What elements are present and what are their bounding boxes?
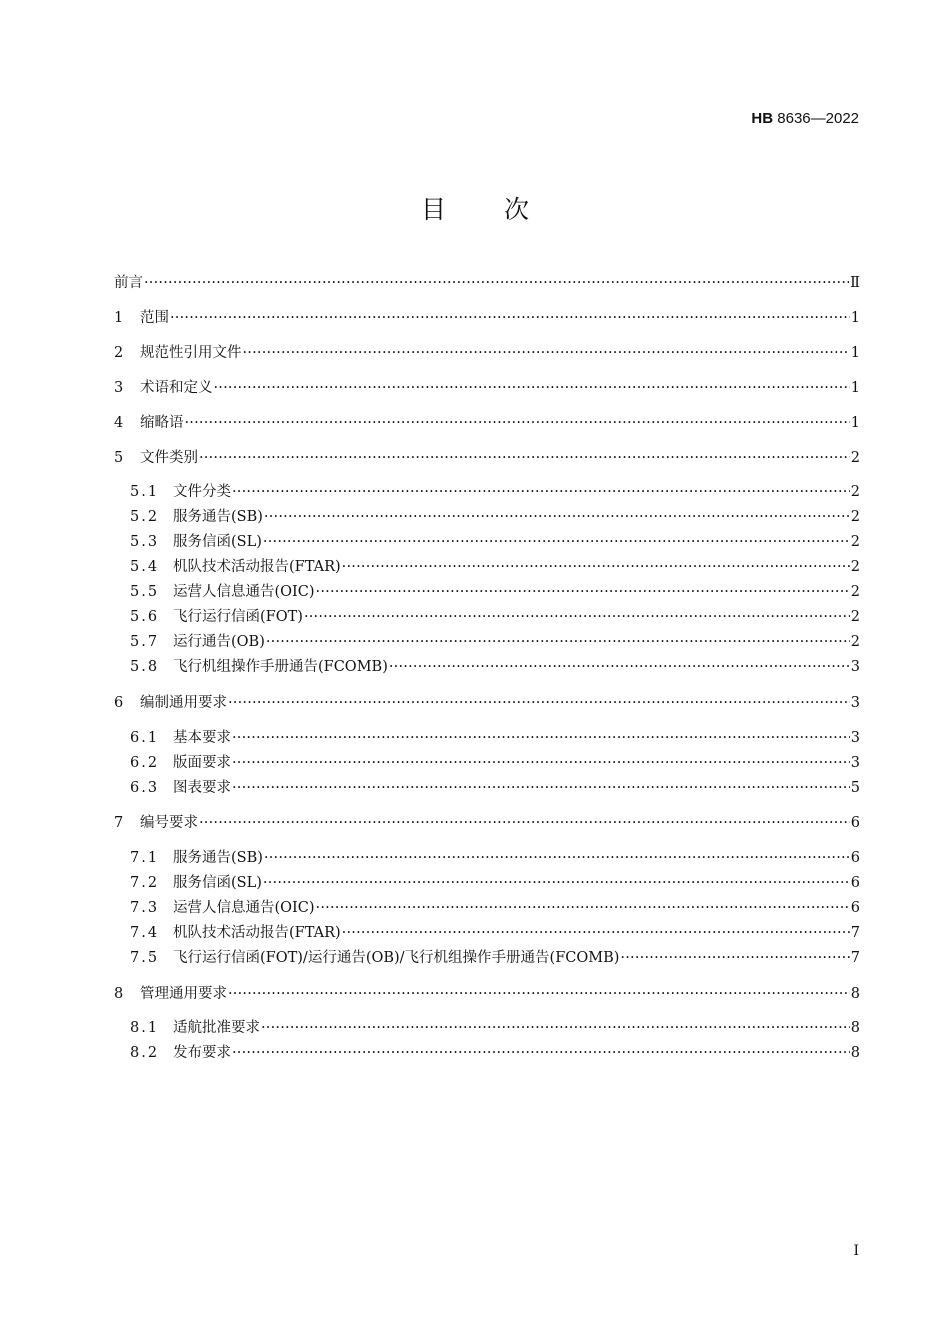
- toc-title: 适航批准要求: [173, 1020, 260, 1036]
- toc-number: 3: [114, 380, 124, 396]
- toc-title: 管理通用要求: [140, 986, 227, 1002]
- toc-entry[interactable]: [130, 581, 860, 603]
- toc-leader-dots: [232, 727, 850, 749]
- toc-number: 8.1: [130, 1020, 160, 1036]
- toc-number: 7.5: [130, 950, 160, 966]
- toc-title: 服务通告(SB): [173, 509, 263, 525]
- toc-title: 图表要求: [173, 780, 231, 796]
- toc-entry[interactable]: [130, 777, 860, 799]
- toc-entry[interactable]: [130, 506, 860, 528]
- toc-leader-dots: [389, 656, 850, 678]
- toc-title: 术语和定义: [140, 380, 213, 396]
- toc-entry[interactable]: [114, 692, 860, 714]
- toc-page: 2: [850, 584, 860, 600]
- toc-page: 2: [850, 509, 860, 525]
- toc-page: 1: [850, 345, 860, 361]
- standard-number: 8636—2022: [773, 110, 859, 127]
- toc-number: 2: [114, 345, 124, 361]
- toc-entry[interactable]: [130, 922, 860, 944]
- toc-title: 机队技术活动报告(FTAR): [173, 925, 341, 941]
- toc-title: 机队技术活动报告(FTAR): [173, 559, 341, 575]
- toc-leader-dots: [342, 922, 850, 944]
- toc-number: 5.1: [130, 484, 160, 500]
- toc-number: 5.6: [130, 609, 160, 625]
- toc-page: 2: [850, 484, 860, 500]
- page-title: 目次: [420, 195, 587, 224]
- toc-title: 飞行运行信函(FOT): [173, 609, 303, 625]
- toc-number: 6.2: [130, 755, 160, 771]
- toc-entry[interactable]: [130, 631, 860, 653]
- toc-entry[interactable]: [114, 447, 860, 469]
- toc-leader-dots: [232, 752, 850, 774]
- document-code: [751, 110, 859, 127]
- page-number: I: [853, 1243, 859, 1259]
- toc-leader-dots: [342, 556, 850, 578]
- toc-leader-dots: [214, 377, 850, 399]
- toc-entry[interactable]: [130, 656, 860, 678]
- toc-title: 文件类别: [140, 450, 198, 466]
- toc-leader-dots: [199, 447, 850, 469]
- toc-number: 1: [114, 310, 124, 326]
- standard-prefix: HB: [751, 110, 774, 127]
- toc-page: 5: [850, 780, 860, 796]
- toc-number: 8: [114, 986, 124, 1002]
- toc-leader-dots: [316, 581, 850, 603]
- toc-title: 运营人信息通告(OIC): [173, 584, 315, 600]
- toc-entry[interactable]: [114, 377, 860, 399]
- toc-page: 6: [850, 850, 860, 866]
- toc-leader-dots: [228, 692, 850, 714]
- toc-number: 5.7: [130, 634, 160, 650]
- toc-leader-dots: [228, 983, 850, 1005]
- toc-page: 8: [850, 986, 860, 1002]
- toc-entry[interactable]: [130, 556, 860, 578]
- toc-number: 5: [114, 450, 124, 466]
- toc-leader-dots: [304, 606, 850, 628]
- toc-entry[interactable]: [114, 272, 860, 294]
- toc-number: 7.1: [130, 850, 160, 866]
- toc-entry[interactable]: [130, 606, 860, 628]
- toc-page: 3: [850, 695, 860, 711]
- toc-page: 2: [850, 559, 860, 575]
- toc-page: 7: [850, 950, 860, 966]
- toc-title: 编号要求: [140, 815, 198, 831]
- toc-title: 规范性引用文件: [140, 345, 242, 361]
- toc-page: 3: [850, 730, 860, 746]
- toc-entry[interactable]: [114, 307, 860, 329]
- toc-leader-dots: [620, 947, 849, 969]
- toc-number: 7.3: [130, 900, 160, 916]
- toc-page: 3: [850, 659, 860, 675]
- toc-leader-dots: [170, 307, 850, 329]
- toc-page: 6: [850, 875, 860, 891]
- toc-number: 5.2: [130, 509, 160, 525]
- toc-leader-dots: [232, 1042, 850, 1064]
- toc-title: 基本要求: [173, 730, 231, 746]
- toc-number: 7.2: [130, 875, 160, 891]
- toc-page: Ⅱ: [850, 275, 860, 291]
- toc-page: 2: [850, 534, 860, 550]
- toc-page: 7: [850, 925, 860, 941]
- toc-title: 范围: [140, 310, 169, 326]
- toc-entry[interactable]: [130, 481, 860, 503]
- toc-title: 飞行机组操作手册通告(FCOMB): [173, 659, 388, 675]
- toc-page: 3: [850, 755, 860, 771]
- toc-leader-dots: [261, 1017, 850, 1039]
- toc-title: 服务信函(SL): [173, 875, 262, 891]
- toc-leader-dots: [243, 342, 850, 364]
- toc-page: 2: [850, 450, 860, 466]
- toc-page: 8: [850, 1045, 860, 1061]
- toc-page: 2: [850, 609, 860, 625]
- toc-number: 7.4: [130, 925, 160, 941]
- toc-title: 前言: [114, 275, 143, 291]
- toc-entry[interactable]: [114, 412, 860, 434]
- toc-number: 6.3: [130, 780, 160, 796]
- toc-number: 7: [114, 815, 124, 831]
- toc-title: 版面要求: [173, 755, 231, 771]
- toc-entry[interactable]: [114, 342, 860, 364]
- toc-number: 5.5: [130, 584, 160, 600]
- toc-leader-dots: [144, 272, 849, 294]
- toc-number: 5.8: [130, 659, 160, 675]
- toc-leader-dots: [266, 631, 850, 653]
- toc-title: 编制通用要求: [140, 695, 227, 711]
- toc-title: 服务通告(SB): [173, 850, 263, 866]
- toc-entry[interactable]: [130, 872, 860, 894]
- toc-title: 文件分类: [173, 484, 231, 500]
- toc-title: 运行通告(OB): [173, 634, 265, 650]
- toc-page: 8: [850, 1020, 860, 1036]
- toc-leader-dots: [185, 412, 850, 434]
- toc-entry[interactable]: [130, 531, 860, 553]
- toc-number: 8.2: [130, 1045, 160, 1061]
- toc-number: 5.3: [130, 534, 160, 550]
- toc-entry[interactable]: [130, 1042, 860, 1064]
- toc-leader-dots: [263, 531, 850, 553]
- toc-entry[interactable]: [130, 947, 860, 969]
- toc-number: 6.1: [130, 730, 160, 746]
- toc-leader-dots: [316, 897, 850, 919]
- toc-leader-dots: [232, 481, 850, 503]
- toc-title: 运营人信息通告(OIC): [173, 900, 315, 916]
- toc-leader-dots: [264, 506, 850, 528]
- toc-leader-dots: [263, 872, 850, 894]
- toc-entry[interactable]: [130, 752, 860, 774]
- toc-leader-dots: [199, 812, 850, 834]
- toc-number: 4: [114, 415, 124, 431]
- toc-page: 6: [850, 900, 860, 916]
- toc-page: 1: [850, 310, 860, 326]
- toc-entry[interactable]: [130, 897, 860, 919]
- toc-title: 缩略语: [140, 415, 184, 431]
- toc-number: 5.4: [130, 559, 160, 575]
- toc-entry[interactable]: [130, 1017, 860, 1039]
- toc-entry[interactable]: [130, 727, 860, 749]
- toc-title: 飞行运行信函(FOT)/运行通告(OB)/飞行机组操作手册通告(FCOMB): [173, 950, 620, 966]
- toc-page: 1: [850, 380, 860, 396]
- toc-number: 6: [114, 695, 124, 711]
- toc-leader-dots: [264, 847, 850, 869]
- toc-entry[interactable]: [130, 847, 860, 869]
- toc-entry[interactable]: [114, 812, 860, 834]
- toc-entry[interactable]: [114, 983, 860, 1005]
- toc-leader-dots: [232, 777, 850, 799]
- toc-title: 发布要求: [173, 1045, 231, 1061]
- toc-page: 1: [850, 415, 860, 431]
- toc-page: 6: [850, 815, 860, 831]
- toc-title: 服务信函(SL): [173, 534, 262, 550]
- toc-page: 2: [850, 634, 860, 650]
